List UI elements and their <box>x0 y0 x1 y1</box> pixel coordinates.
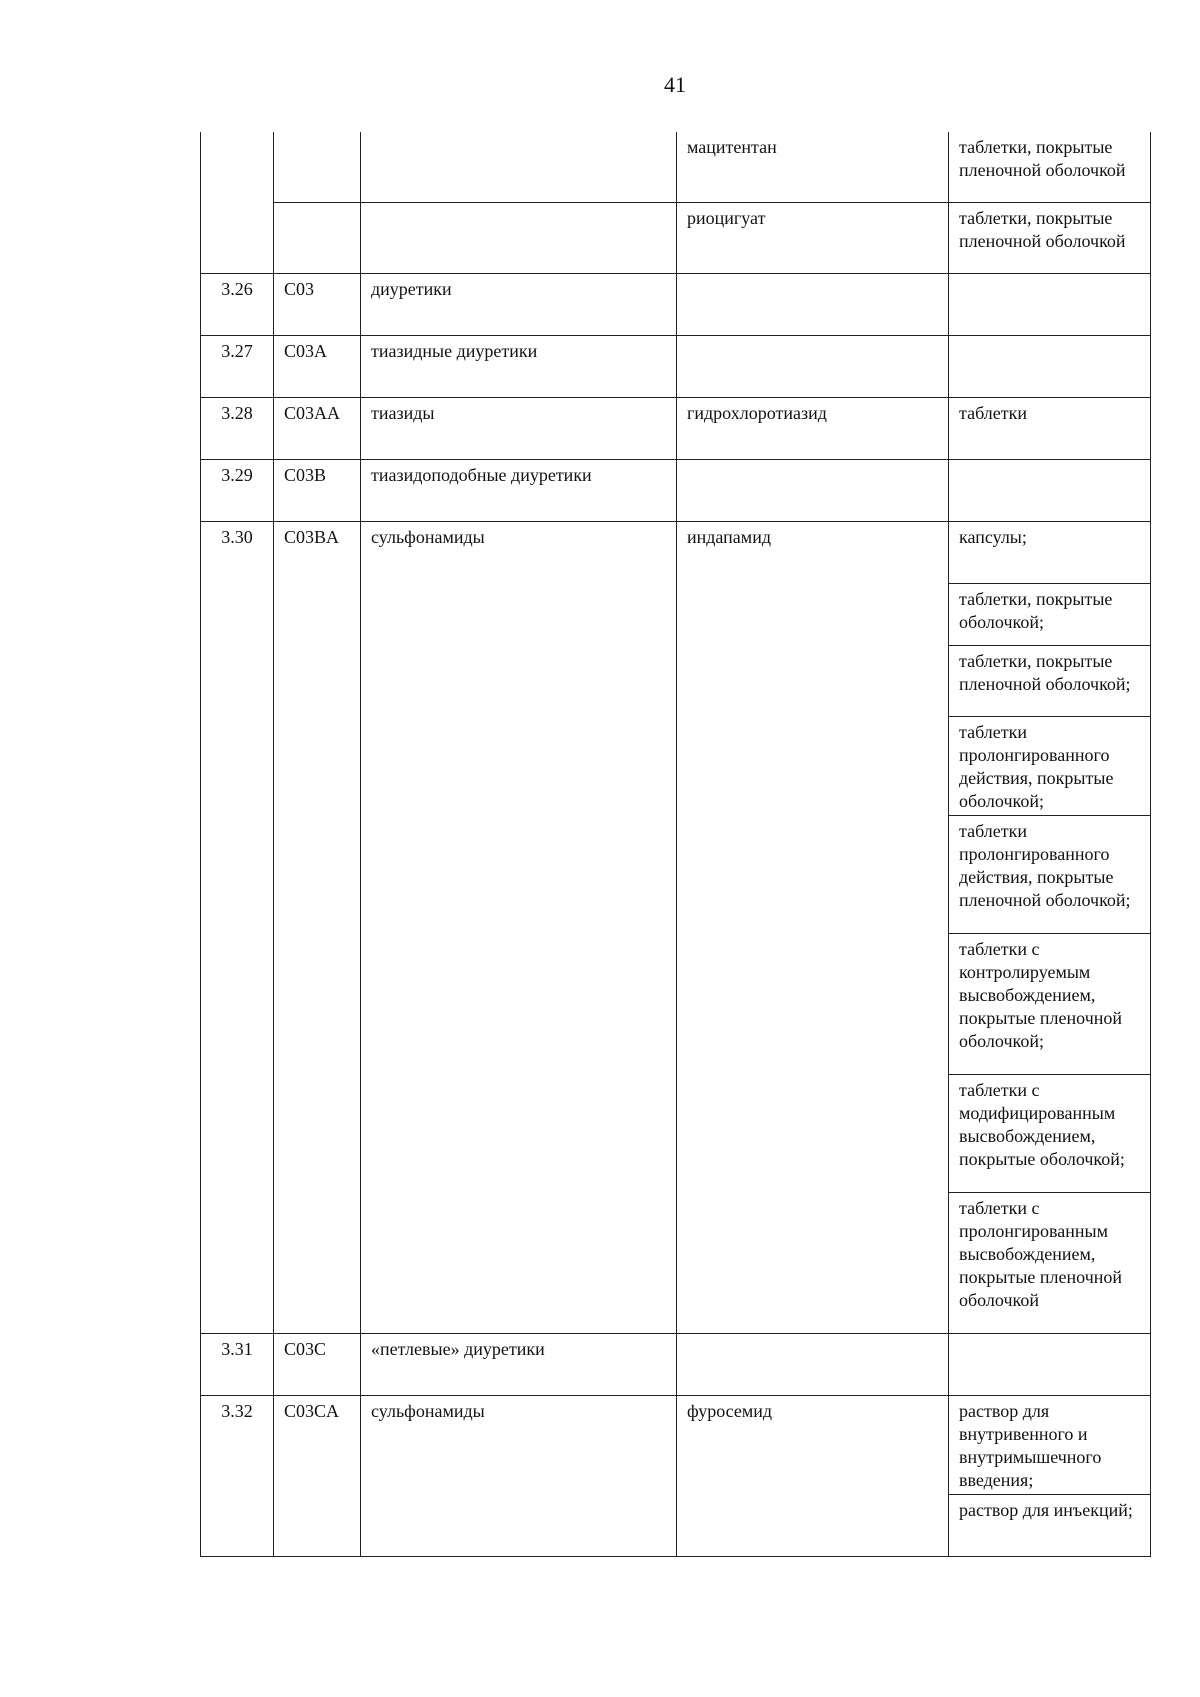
group-cell <box>361 202 677 273</box>
form-cell: таблетки, покрытые пленочной оболочкой <box>949 202 1151 273</box>
group-cell: сульфонамиды <box>361 1395 677 1556</box>
code-cell: C03A <box>274 335 361 397</box>
code-cell <box>274 202 361 273</box>
code-cell: C03B <box>274 459 361 521</box>
drug-cell <box>677 1333 949 1395</box>
drug-cell: риоцигуат <box>677 202 949 273</box>
drug-cell: гидрохлоротиазид <box>677 397 949 459</box>
form-cell: таблетки <box>949 397 1151 459</box>
number-cell: 3.27 <box>201 335 274 397</box>
drug-cell <box>677 335 949 397</box>
page-number: 41 <box>664 72 686 97</box>
group-cell <box>361 132 677 202</box>
code-cell <box>274 132 361 202</box>
table-row <box>201 335 1151 397</box>
form-cell <box>949 335 1151 397</box>
drug-cell: индапамид <box>677 521 949 1333</box>
group-cell: сульфонамиды <box>361 521 677 1333</box>
drug-cell <box>677 273 949 335</box>
form-cell <box>949 273 1151 335</box>
form-cell: таблетки пролонгированного действия, покрытые пленочной оболочкой; <box>949 815 1151 933</box>
table-row <box>201 521 1151 583</box>
code-cell: C03CA <box>274 1395 361 1556</box>
number-cell: 3.32 <box>201 1395 274 1556</box>
table-row <box>201 132 1151 202</box>
form-cell: таблетки, покрытые пленочной оболочкой; <box>949 645 1151 716</box>
table-row <box>201 1333 1151 1395</box>
form-cell: таблетки с модифицированным высвобождением, покрытые оболочкой; <box>949 1074 1151 1192</box>
code-cell: C03 <box>274 273 361 335</box>
drug-cell <box>677 459 949 521</box>
number-cell: 3.30 <box>201 521 274 1333</box>
table-row <box>201 459 1151 521</box>
form-cell: таблетки с контролируемым высвобождением, покрытые пленочной оболочкой; <box>949 933 1151 1074</box>
form-cell: таблетки пролонгированного действия, покрытые оболочкой; <box>949 716 1151 815</box>
form-cell: таблетки, покрытые оболочкой; <box>949 583 1151 645</box>
number-cell: 3.26 <box>201 273 274 335</box>
table-row <box>201 1395 1151 1494</box>
drug-cell: фуросемид <box>677 1395 949 1556</box>
number-cell: 3.28 <box>201 397 274 459</box>
group-cell: тиазидные диуретики <box>361 335 677 397</box>
form-cell: таблетки, покрытые пленочной оболочкой <box>949 132 1151 202</box>
code-cell: C03AA <box>274 397 361 459</box>
form-cell: раствор для инъекций; <box>949 1494 1151 1556</box>
form-cell <box>949 459 1151 521</box>
form-cell: раствор для внутривенного и внутримышечного введения; <box>949 1395 1151 1494</box>
number-cell <box>201 132 274 273</box>
drug-cell: мацитентан <box>677 132 949 202</box>
form-cell: капсулы; <box>949 521 1151 583</box>
number-cell: 3.29 <box>201 459 274 521</box>
group-cell: тиазидоподобные диуретики <box>361 459 677 521</box>
group-cell: тиазиды <box>361 397 677 459</box>
form-cell <box>949 1333 1151 1395</box>
code-cell: C03C <box>274 1333 361 1395</box>
table-row <box>201 202 1151 273</box>
code-cell: C03BA <box>274 521 361 1333</box>
group-cell: диуретики <box>361 273 677 335</box>
number-cell: 3.31 <box>201 1333 274 1395</box>
table-row <box>201 397 1151 459</box>
medication-table <box>200 132 1151 1557</box>
table-row <box>201 273 1151 335</box>
form-cell: таблетки с пролонгированным высвобождением, покрытые пленочной оболочкой <box>949 1192 1151 1333</box>
group-cell: «петлевые» диуретики <box>361 1333 677 1395</box>
